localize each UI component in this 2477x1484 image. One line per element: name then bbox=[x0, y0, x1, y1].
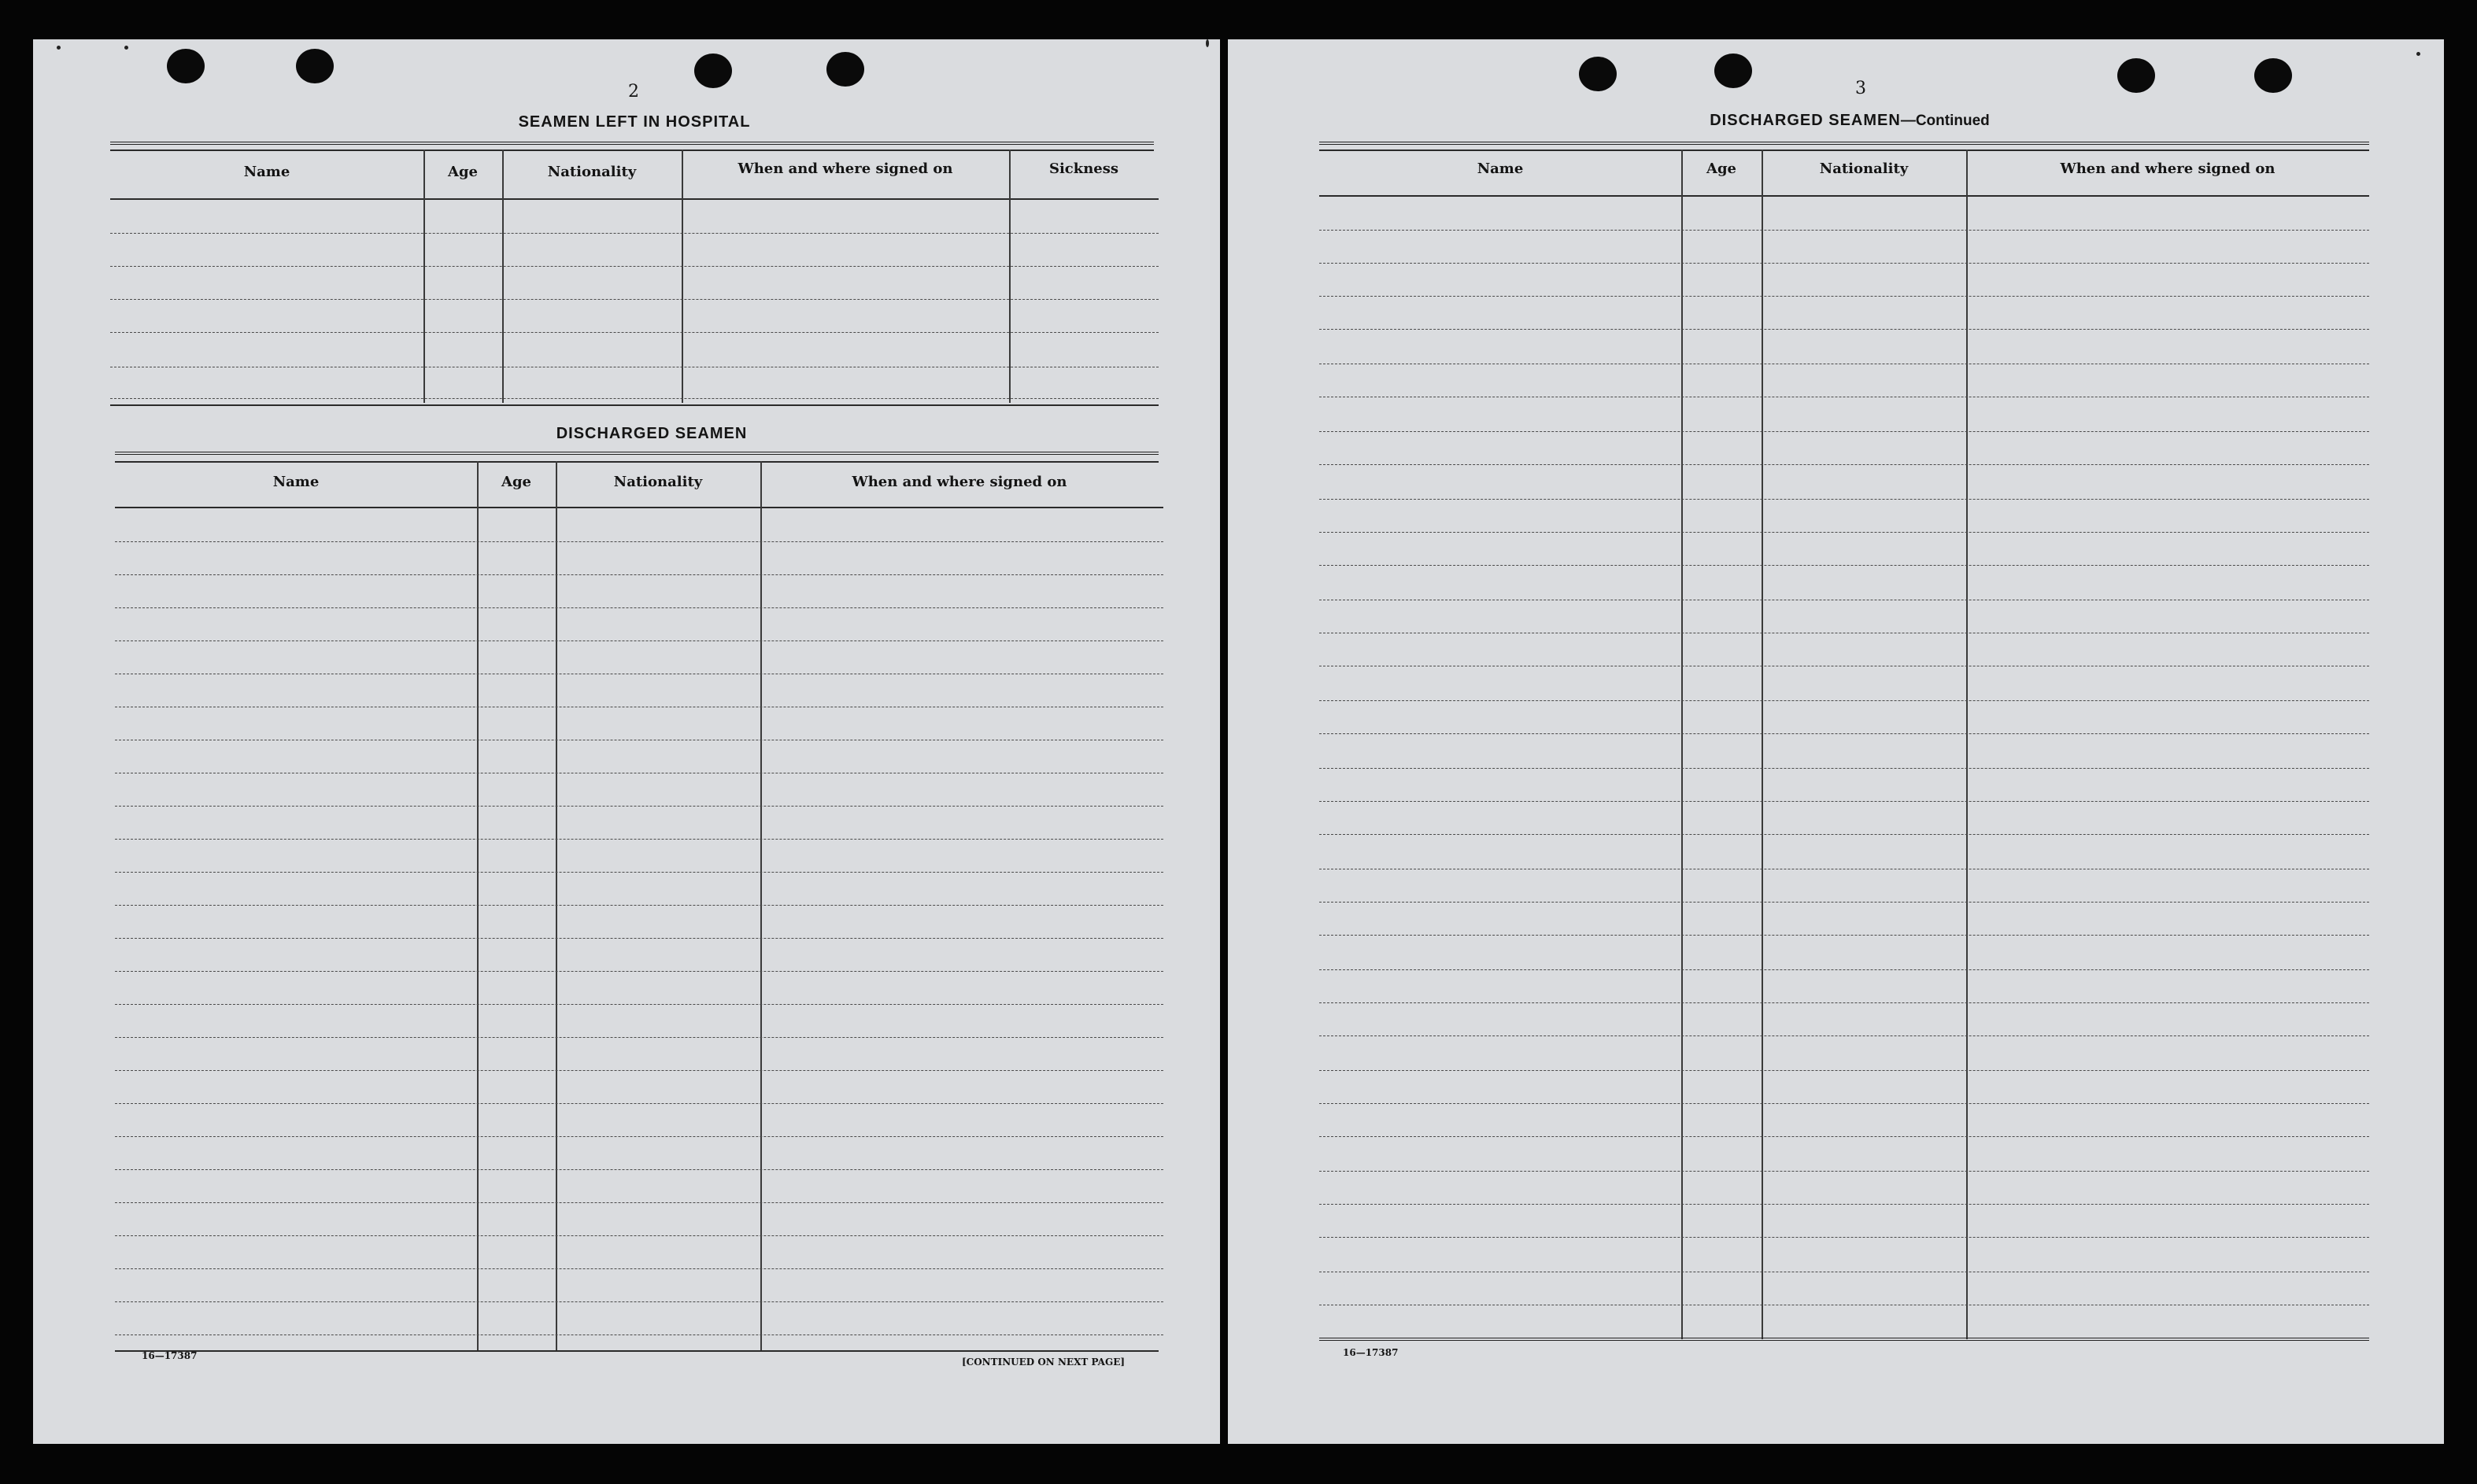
form-code: 16—17387 bbox=[142, 1350, 198, 1361]
column-header-nationality: Nationality bbox=[547, 164, 637, 180]
column-header-nationality: Nationality bbox=[1819, 161, 1909, 177]
right-page bbox=[1228, 39, 2444, 1444]
column-header-age: Age bbox=[447, 164, 478, 180]
continued-note: [CONTINUED ON NEXT PAGE] bbox=[962, 1357, 1126, 1368]
punch-hole bbox=[167, 49, 205, 83]
punch-hole bbox=[1714, 54, 1752, 88]
column-header-name: Name bbox=[1477, 161, 1524, 177]
column-header-name: Name bbox=[272, 474, 320, 490]
column-header-signed-on: When and where signed on bbox=[738, 161, 953, 177]
page-number: 3 bbox=[1855, 79, 1866, 98]
column-header-age: Age bbox=[501, 474, 531, 490]
section-title-suffix: —Continued bbox=[1900, 113, 1990, 129]
column-header-nationality: Nationality bbox=[613, 474, 703, 490]
page-number: 2 bbox=[628, 82, 639, 102]
punch-hole bbox=[296, 49, 334, 83]
left-page bbox=[33, 39, 1220, 1444]
section-title-discharged-continued bbox=[1574, 112, 2125, 130]
punch-hole bbox=[694, 54, 732, 88]
section-title-text: DISCHARGED SEAMEN bbox=[1710, 112, 1901, 129]
section-title-discharged: DISCHARGED SEAMEN bbox=[556, 425, 748, 442]
punch-hole bbox=[2117, 58, 2155, 93]
column-header-name: Name bbox=[243, 164, 290, 180]
column-header-age: Age bbox=[1706, 161, 1736, 177]
column-header-signed-on: When and where signed on bbox=[2060, 161, 2276, 177]
section-title-hospital: SEAMEN LEFT IN HOSPITAL bbox=[518, 113, 751, 131]
punch-hole bbox=[826, 52, 864, 87]
column-header-sickness: Sickness bbox=[1048, 161, 1119, 177]
column-header-signed-on: When and where signed on bbox=[852, 474, 1067, 490]
punch-hole bbox=[2254, 58, 2292, 93]
punch-hole bbox=[1579, 57, 1617, 91]
form-code: 16—17387 bbox=[1343, 1347, 1399, 1358]
